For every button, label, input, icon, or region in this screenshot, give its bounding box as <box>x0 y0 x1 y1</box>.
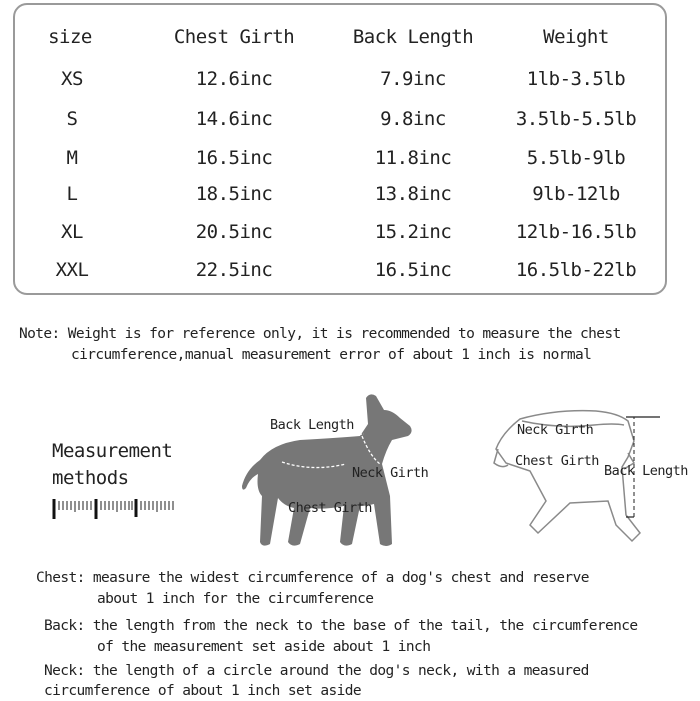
note-line-2: circumference,manual measurement error of about 1 inch is normal <box>71 347 592 363</box>
cell-size: L <box>66 183 78 205</box>
cell-weight: 3.5lb-5.5lb <box>515 108 637 130</box>
header-back-length: Back Length <box>352 26 474 48</box>
measuring-tape-icon <box>52 495 177 523</box>
table-row <box>15 179 665 209</box>
neck-instruction-line-1: Neck: the length of a circle around the dog's neck, with a measured <box>44 663 589 679</box>
size-table-grid <box>15 5 665 293</box>
chest-instruction-line-2: about 1 inch for the circumference <box>97 591 374 607</box>
cell-back-length: 9.8inc <box>380 108 446 130</box>
header-size: size <box>48 26 92 48</box>
cell-size: S <box>66 108 78 130</box>
clothing-back-length-label: Back Length <box>604 463 688 479</box>
clothing-measurement-figure <box>486 405 696 555</box>
table-row <box>15 217 665 247</box>
cell-size: M <box>66 147 78 169</box>
clothing-neck-girth-label: Neck Girth <box>517 422 594 438</box>
dog-neck-girth-label: Neck Girth <box>352 465 429 481</box>
table-row <box>15 143 665 173</box>
cell-chest-girth: 18.5inc <box>195 183 273 205</box>
cell-back-length: 15.2inc <box>374 221 452 243</box>
cell-weight: 5.5lb-9lb <box>526 147 626 169</box>
table-row <box>15 255 665 285</box>
cell-chest-girth: 22.5inc <box>195 259 273 281</box>
cell-back-length: 7.9inc <box>380 68 446 90</box>
cell-weight: 12lb-16.5lb <box>515 221 637 243</box>
back-instruction-line-1: Back: the length from the neck to the base of the tail, the circumference <box>44 618 638 634</box>
table-row <box>15 104 665 134</box>
back-instruction-line-2: of the measurement set aside about 1 inch <box>97 639 431 655</box>
dog-measurement-figure <box>240 388 440 558</box>
cell-weight: 16.5lb-22lb <box>515 259 637 281</box>
cell-weight: 1lb-3.5lb <box>526 68 626 90</box>
cell-chest-girth: 12.6inc <box>195 68 273 90</box>
cell-weight: 9lb-12lb <box>532 183 620 205</box>
measurement-methods-title <box>52 438 212 492</box>
cell-back-length: 16.5inc <box>374 259 452 281</box>
methods-title-line-2: methods <box>52 467 129 489</box>
chest-instruction-line-1: Chest: measure the widest circumference of a dog's chest and reserve <box>36 570 589 586</box>
cell-chest-girth: 14.6inc <box>195 108 273 130</box>
clothing-chest-girth-label: Chest Girth <box>515 453 599 469</box>
cell-size: XXL <box>55 259 89 281</box>
header-weight: Weight <box>543 26 609 48</box>
table-header-row <box>15 22 665 52</box>
cell-size: XS <box>61 68 83 90</box>
cell-chest-girth: 20.5inc <box>195 221 273 243</box>
neck-instruction-line-2: circumference of about 1 inch set aside <box>44 683 362 699</box>
note-line-1: Note: Weight is for reference only, it is recommended to measure the chest <box>19 326 621 342</box>
table-row <box>15 64 665 94</box>
cell-back-length: 11.8inc <box>374 147 452 169</box>
header-chest-girth: Chest Girth <box>173 26 295 48</box>
size-table <box>13 3 667 295</box>
cell-back-length: 13.8inc <box>374 183 452 205</box>
cell-chest-girth: 16.5inc <box>195 147 273 169</box>
cell-size: XL <box>61 221 83 243</box>
methods-title-line-1: Measurement <box>52 440 173 462</box>
dog-back-length-label: Back Length <box>270 417 354 433</box>
dog-chest-girth-label: Chest Girth <box>288 500 372 516</box>
